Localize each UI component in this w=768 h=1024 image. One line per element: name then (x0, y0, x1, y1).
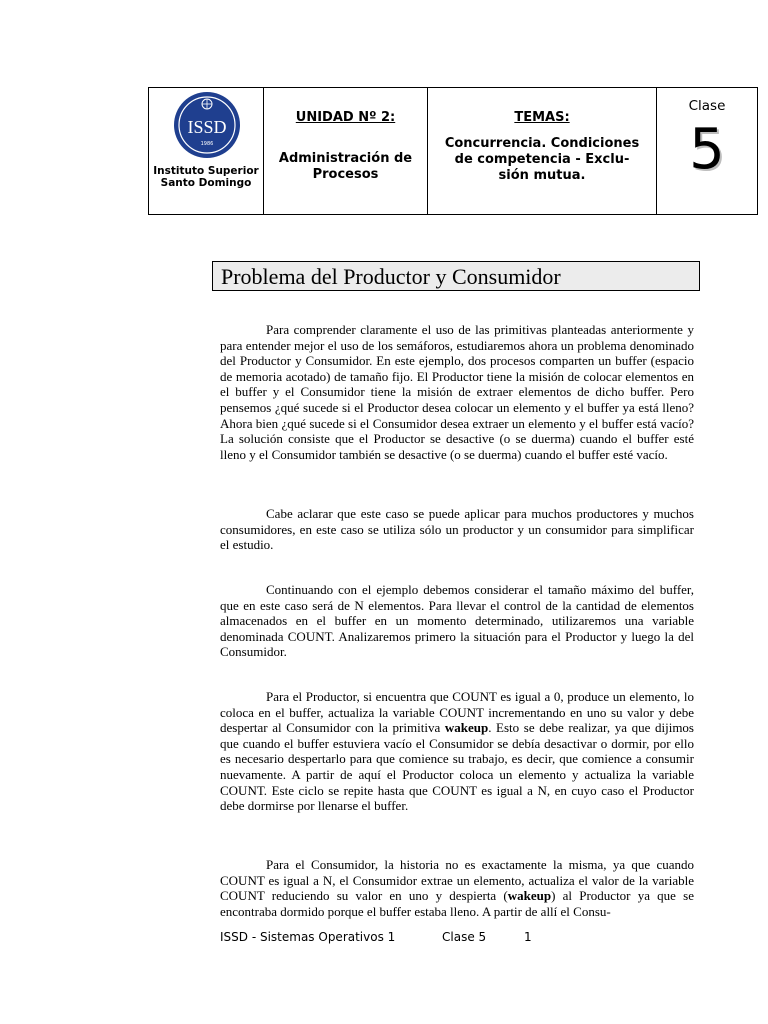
header-table (148, 87, 758, 215)
temas-title: TEMAS: (514, 110, 570, 125)
paragraph-4-text-a: Para el Productor, si encuentra que COUNT es igual a 0, produce un elemento, lo coloca en el buffer, actualiza la variable COUNT incrementando en uno su valor y debe despertar al Consumidor con la primitiva (220, 689, 694, 736)
unit-cell (264, 88, 428, 215)
footer-page-number: 1 (524, 930, 532, 944)
paragraph-4 (220, 689, 694, 814)
temas-line1: Concurrencia. Condiciones (444, 136, 640, 151)
institution-name (149, 165, 263, 189)
clase-number: 5 (689, 117, 725, 182)
paragraph-5-text-b: ) al Productor ya que se encontraba dormido porque el buffer estaba lleno. A partir de allí el Consu- (220, 888, 694, 919)
institution-name-line1: Instituto Superior (153, 165, 259, 177)
unit-title: UNIDAD Nº 2: (295, 110, 396, 125)
clase-label: Clase (688, 98, 726, 114)
page-footer (220, 930, 532, 944)
paragraph-4-keyword: wakeup (444, 720, 489, 736)
paragraph-4-text-b: . Esto se debe realizar, ya que dijimos que cuando el buffer estuviera vacío el Consumidor se debía desactivar o dormir, por ello es necesario despertarlo para que comience su trabajo, es decir, que comience a consumir nuevamente. A partir de aquí el Productor coloca un elemento y actualiza la variable COUNT. Este ciclo se repite hasta que COUNT es igual a N, en cuyo caso el Productor debe dormirse por llenarse el buffer. (220, 720, 694, 814)
paragraph-1: Para comprender claramente el uso de las primitivas planteadas anteriormente y para entender mejor el uso de los semáforos, estudiaremos ahora un problema denominado del Productor y Consumidor. En este ejemplo, dos procesos comparten un buffer (espacio de memoria acotado) de tamaño fijo. El Productor tiene la misión de colocar elementos en el buffer y el Consumidor tiene la misión de extraer elementos de dicho buffer. Pero pensemos ¿qué sucede si el Productor desea colocar un elemento y el buffer ya está lleno? Ahora bien ¿qué sucede si el Consumidor desea extraer un elemento y el buffer está vacío? La solución consiste que el Productor se desactive (o se duerma) cuando el buffer esté lleno y el Consumidor también se desactive (o se duerma) cuando el buffer esté vacío. (220, 322, 694, 462)
temas-text (428, 136, 656, 184)
logo-cell (149, 88, 264, 215)
paragraph-2: Cabe aclarar que este caso se puede aplicar para muchos productores y muchos consumidores, en este caso se utiliza sólo un productor y un consumidor para simplificar el estudio. (220, 506, 694, 553)
paragraph-5-keyword: wakeup (507, 888, 552, 904)
paragraph-3: Continuando con el ejemplo debemos considerar el tamaño máximo del buffer, que en este caso será de N elementos. Para llevar el control de la cantidad de elementos almacenados en el buffer en un momento determinado, utilizaremos una variable denominada COUNT. Analizaremos primero la situación para el Productor y luego la del Consumidor. (220, 582, 694, 660)
issd-logo-icon (173, 91, 241, 159)
temas-line2: de competencia - Exclu- (454, 152, 630, 167)
logo-emblem-text: ISSD (187, 117, 227, 137)
unit-subject-line2: Procesos (312, 167, 379, 182)
unit-subject (264, 151, 427, 183)
unit-subject-line1: Administración de (278, 151, 413, 166)
paragraph-5-text-a: Para el Consumidor, la historia no es exactamente la misma, ya que cuando COUNT es igual a N, el Consumidor extrae un elemento, actualiza el valor de la variable COUNT reduciendo su valor en uno y despierta ( (220, 857, 694, 904)
paragraph-5 (220, 857, 694, 919)
logo-emblem-year: 1986 (200, 141, 214, 147)
temas-cell (428, 88, 657, 215)
temas-line3: sión mutua. (498, 168, 586, 183)
footer-course: ISSD - Sistemas Operativos 1 (220, 930, 396, 944)
footer-class: Clase 5 (442, 930, 487, 944)
section-title: Problema del Productor y Consumidor (212, 261, 700, 291)
clase-cell (657, 88, 758, 215)
institution-name-line2: Santo Domingo (160, 177, 252, 189)
